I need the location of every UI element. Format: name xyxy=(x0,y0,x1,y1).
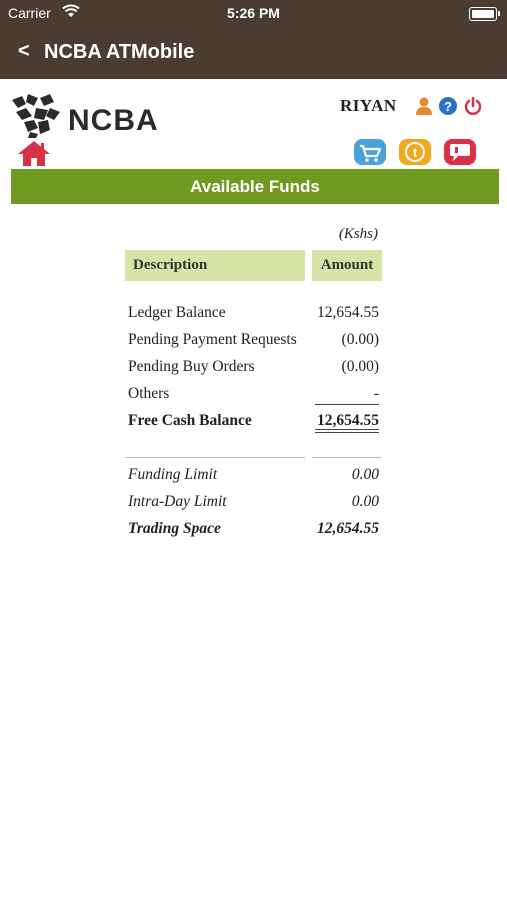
row-value: 0.00 xyxy=(351,493,379,510)
row-label: Funding Limit xyxy=(128,466,218,483)
status-bar xyxy=(0,0,507,28)
section-divider xyxy=(312,457,382,458)
transactions-t-icon[interactable] xyxy=(398,138,432,166)
row-value: 12,654.55 xyxy=(317,304,379,321)
user-profile-icon[interactable] xyxy=(414,96,434,116)
row-label: Pending Buy Orders xyxy=(128,358,255,375)
total-underline-2 xyxy=(315,432,379,433)
svg-text:?: ? xyxy=(444,99,452,114)
clock: 5:26 PM xyxy=(227,5,280,21)
section-divider xyxy=(125,457,305,458)
total-underline-1 xyxy=(315,429,379,430)
row-label: Ledger Balance xyxy=(128,304,226,321)
nav-title: NCBA ATMobile xyxy=(44,41,195,63)
svg-text:t: t xyxy=(412,145,418,160)
total-top-rule xyxy=(315,404,379,405)
battery-icon xyxy=(469,7,497,21)
row-value: 0.00 xyxy=(351,466,379,483)
messages-chat-icon[interactable] xyxy=(443,138,477,166)
row-label: Intra-Day Limit xyxy=(128,493,227,510)
home-icon[interactable] xyxy=(16,139,52,167)
row-value: 12,654.55 xyxy=(317,412,379,429)
amount-header: Amount xyxy=(312,250,382,281)
row-value: (0.00) xyxy=(341,358,379,375)
row-value: (0.00) xyxy=(341,331,379,348)
battery-tip xyxy=(498,11,500,16)
row-label: Trading Space xyxy=(128,520,221,537)
username-label: RIYAN xyxy=(340,96,397,115)
carrier-label: Carrier xyxy=(8,5,51,21)
available-funds-banner: Available Funds xyxy=(11,169,499,204)
navigation-bar xyxy=(0,28,507,79)
logout-power-icon[interactable] xyxy=(463,96,483,116)
back-button[interactable]: < xyxy=(18,40,30,62)
row-label: Pending Payment Requests xyxy=(128,331,297,348)
help-icon[interactable] xyxy=(438,96,458,116)
currency-unit: (Kshs) xyxy=(338,226,378,242)
row-value: 12,654.55 xyxy=(317,520,379,537)
shopping-cart-icon[interactable] xyxy=(353,138,387,166)
ncba-logo xyxy=(10,94,180,138)
row-value: - xyxy=(373,385,379,402)
ncba-logo-text: NCBA xyxy=(68,104,159,137)
ncba-logo-mark-icon xyxy=(10,94,60,138)
description-header: Description xyxy=(125,250,305,281)
row-label: Others xyxy=(128,385,170,402)
row-label: Free Cash Balance xyxy=(128,412,252,429)
